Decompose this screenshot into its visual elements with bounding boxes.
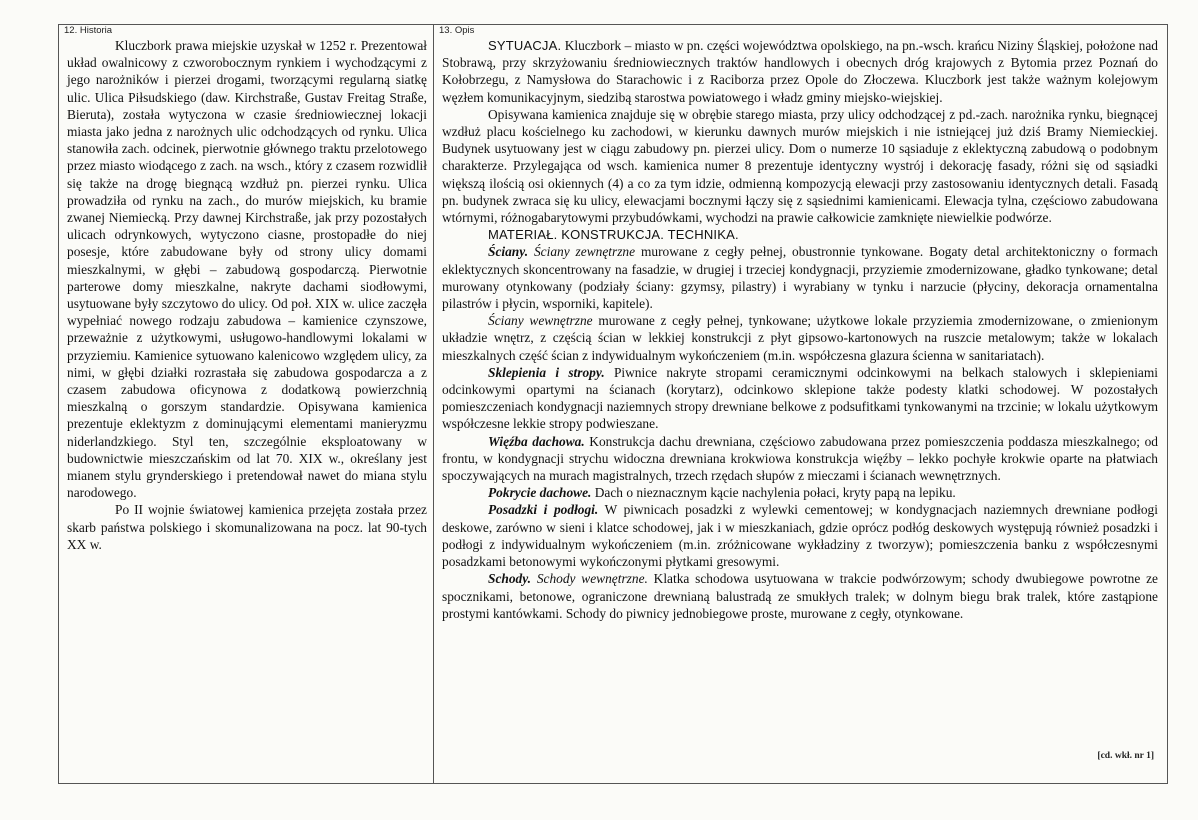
external-walls-text: murowane z cegły pełnej, obustronnie tynkowane. Bogaty detal architektoniczny o formach eklektycznych skoncentrowany na fasadzie, w drugiej i trzeciej kondygnacji, przyziemie zmodernizowane, gładko tynkowane; detal murowany otynkowany (podziały ściany: gzymsy, pilastry) i wyrabiany w tynku i narzucie (płyciny, dekoracja ornamentalna pilastrów i płycin, wsporniki, kapitele). [442,244,1158,312]
situation-text: Kluczbork – miasto w pn. części województwa opolskiego, na pn.-wsch. krańcu Niziny Śląskiej, położone nad Stobrawą, przy skrzyżowaniu średniowiecznych traktów handlowych i obecnych dróg krajowych z Bytomia przez Poznań do Kołobrzegu, z Namysłowa do Starachowic i z Raciborza przez Opole do Złoczewa. Kluczbork jest także ważnym kolejowym węzłem komunikacyjnym, siedzibą starostwa powiatowego i władz gminy miejsko-wiejskiej. [442,38,1158,105]
vaults-paragraph [442,364,1158,433]
stairs-label: Schody. [488,571,532,587]
internal-walls-text: murowane z cegły pełnej, tynkowane; użytkowe lokale przyziemia zmodernizowane, o zmienionym układzie wnętrz, z częścią ścian w lekkiej konstrukcji z płyt gipsowo-kartonowych na ruszcie metalowym; także w lokalach mieszkalnych część ścian z indywidualnym wykończeniem (m.in. współczesna glazura ścienna w sanitariatach). [442,313,1158,363]
roof-truss-label: Więźba dachowa. [488,433,585,449]
material-heading: MATERIAŁ. KONSTRUKCJA. TECHNIKA. [488,227,739,243]
building-paragraph: Opisywana kamienica znajduje się w obrębie starego miasta, przy ulicy odchodzącej z pd.-zach. narożnika rynku, biegnącej wzdłuż placu kościelnego ku zachodowi, w kierunku dawnych murów miejskich i nie istniejącej już dziś Bramy Niemieckiej. Budynek usytuowany jest w ciągu zabudowy pn. pierzei ulicy. Dom o numerze 10 sąsiaduje z eklektyczną zabudową o podobnym charakterze. Przylegająca od wsch. kamienica numer 8 prezentuje identyczny wystrój i dekorację fasady, różni się od sąsiadki większą ilością osi okiennych (4) a co za tym idzie, odmienną kompozycją elewacji przy zastosowaniu identycznych detali. Fasadą pn. budynek zwraca się ku ulicy, elewacjami bocznymi łączy się z sąsiednimi kamienicami. Elewacja tylna, częściowo zabudowana wtórnymi, różnogabarytowymi przybudówkami, wychodzi na prawie całkowicie zamknięte niewielkie podwórze. [442,106,1158,226]
external-walls-label: Ściany zewnętrzne [533,244,636,260]
walls-label: Ściany. [488,244,529,260]
situation-paragraph [442,37,1158,106]
floors-paragraph [442,501,1158,570]
description-section-label: 13. Opis [439,25,475,36]
walls-paragraph [442,243,1158,312]
stairs-paragraph [442,570,1158,622]
internal-walls-paragraph [442,312,1158,364]
history-paragraph: Po II wojnie światowej kamienica przejęta została przez skarb państwa polskiego i skomunalizowana na pocz. lat 90-tych XX w. [67,502,427,552]
internal-stairs-label: Schody wewnętrzne. [536,571,648,587]
history-section-label: 12. Historia [64,25,113,36]
vaults-label: Sklepienia i stropy. [488,364,605,380]
history-text [59,37,433,553]
history-column [59,25,433,783]
internal-walls-label: Ściany wewnętrzne [488,313,593,329]
description-column [434,25,1168,783]
roof-truss-text: Konstrukcja dachu drewniana, częściowo zabudowana przez pomieszczenia poddasza mieszkalnego; od frontu, w kondygnacji strychu widoczna drewniana krokwiowa konstrukcja więźby – lekko pochyłe krokwie oparte na płatwiach spoczywających na murach magistralnych, trzech rzędach słupów z mieczami i ścianach wewnętrznych. [442,433,1158,484]
description-text [434,37,1168,622]
roof-truss-paragraph [442,433,1158,485]
roofing-label: Pokrycie dachowe. [488,485,592,501]
roofing-text: Dach o nieznacznym kącie nachylenia połaci, kryty papą na lepiku. [591,485,956,501]
roofing-paragraph [442,484,1158,501]
floors-label: Posadzki i podłogi. [488,502,599,518]
stairs-text: Klatka schodowa usytuowana w trakcie podwórzowym; schody dwubiegowe powrotne ze spocznikami, betonowe, ograniczone drewnianą balustradą ze smukłych tralek; w dolnym biegu brak tralek, które zastąpione prostymi kantówkami. Schody do piwnicy jednobiegowe proste, murowane z cegły, otynkowane. [442,571,1158,621]
card-sheet [58,24,1168,784]
material-heading-line [442,226,1158,243]
floors-text: W piwnicach posadzki z wylewki cementowej; w kondygnacjach naziemnych drewniane podłogi deskowe, zarówno w sieni i klatce schodowej, jak i w mieszkaniach, gdzie oprócz podłóg deskowych występują również posadzki i podłogi z indywidualnym wykończeniem (m.in. zróżnicowane wykładziny z tworzyw); pomieszczenia banku z współczesnymi posadzkami betonowymi wykończonymi płytkami gresowymi. [442,502,1158,570]
vaults-text: Piwnice nakryte stropami ceramicznymi odcinkowymi na belkach stalowych i sklepieniami odcinkowymi opartymi na ścianach (korytarz), odcinkowo sklepione także podesty klatki schodowej. W pozostałych pomieszczeniach kondygnacji naziemnych stropy drewniane belkowe z podsufitkami tynkowanymi na trzcinie; w lokalu użytkowym współczesne lekkie stropy podwieszane. [442,364,1158,432]
continuation-note: [cd. wkł. nr 1] [1097,751,1154,761]
situation-heading: SYTUACJA. [488,38,562,53]
history-paragraph: Kluczbork prawa miejskie uzyskał w 1252 r. Prezentował układ owalnicowy z czworobocznym rynkiem i wychodzącymi z jego narożników i pierzei drogami, tworzącymi regularną siatkę ulic. Ulica Piłsudskiego (daw. Kirchstraße, Gustav Freitag Straße, Bieruta), została wytyczona w czasie średniowiecznej lokacji miasta jako jedna z narożnych ulic odchodzących od rynku. Ulica stanowiła zach. odcinek, pierwotnie głównego traktu przelotowego przez miasto wiodącego z zach. na wsch., który z czasem rozwidlił się także na drogę biegnącą wzdłuż pn. pierzei rynku. Ulica prowadziła od rynku na zach., do murów miejskich, ku bramie zwanej Niemiecką. Przy dawnej Kirchstraße, jak przy pozostałych ulicach odrynkowych, wytyczono ciasne, prostopadłe do niej posesje, które zabudowane były od strony ulicy domami mieszkalnymi, w głębi – zabudową gospodarczą. Pierwotnie parterowe domy mieszkalne, nakryte dachami siodłowymi, usytuowane były szczytowo do ulicy. Od poł. XIX w. ulice zaczęła wypełniać nowego rodzaju zabudowa – kamienice czynszowe, przeważnie z użytkowymi, usługowo-handlowymi lokalami w przyziemiu. Kamienice sytuowano kalenicowo względem ulicy, za nimi, w głębi działki rozrastała się zabudowa gospodarcza a z czasem zabudowa oficynowa z dodatkową powierzchnią mieszkalną o gorszym standardzie. Opisywana kamienica prezentuje eklektyzm z dominującymi elementami manieryzmu niderlandzkiego. Styl ten, szczególnie eksploatowany w budownictwie mieszczańskim od lat 70. XIX w., określany jest mianem stylu grynderskiego i pretendował nawet do miana stylu narodowego. [67,38,427,501]
